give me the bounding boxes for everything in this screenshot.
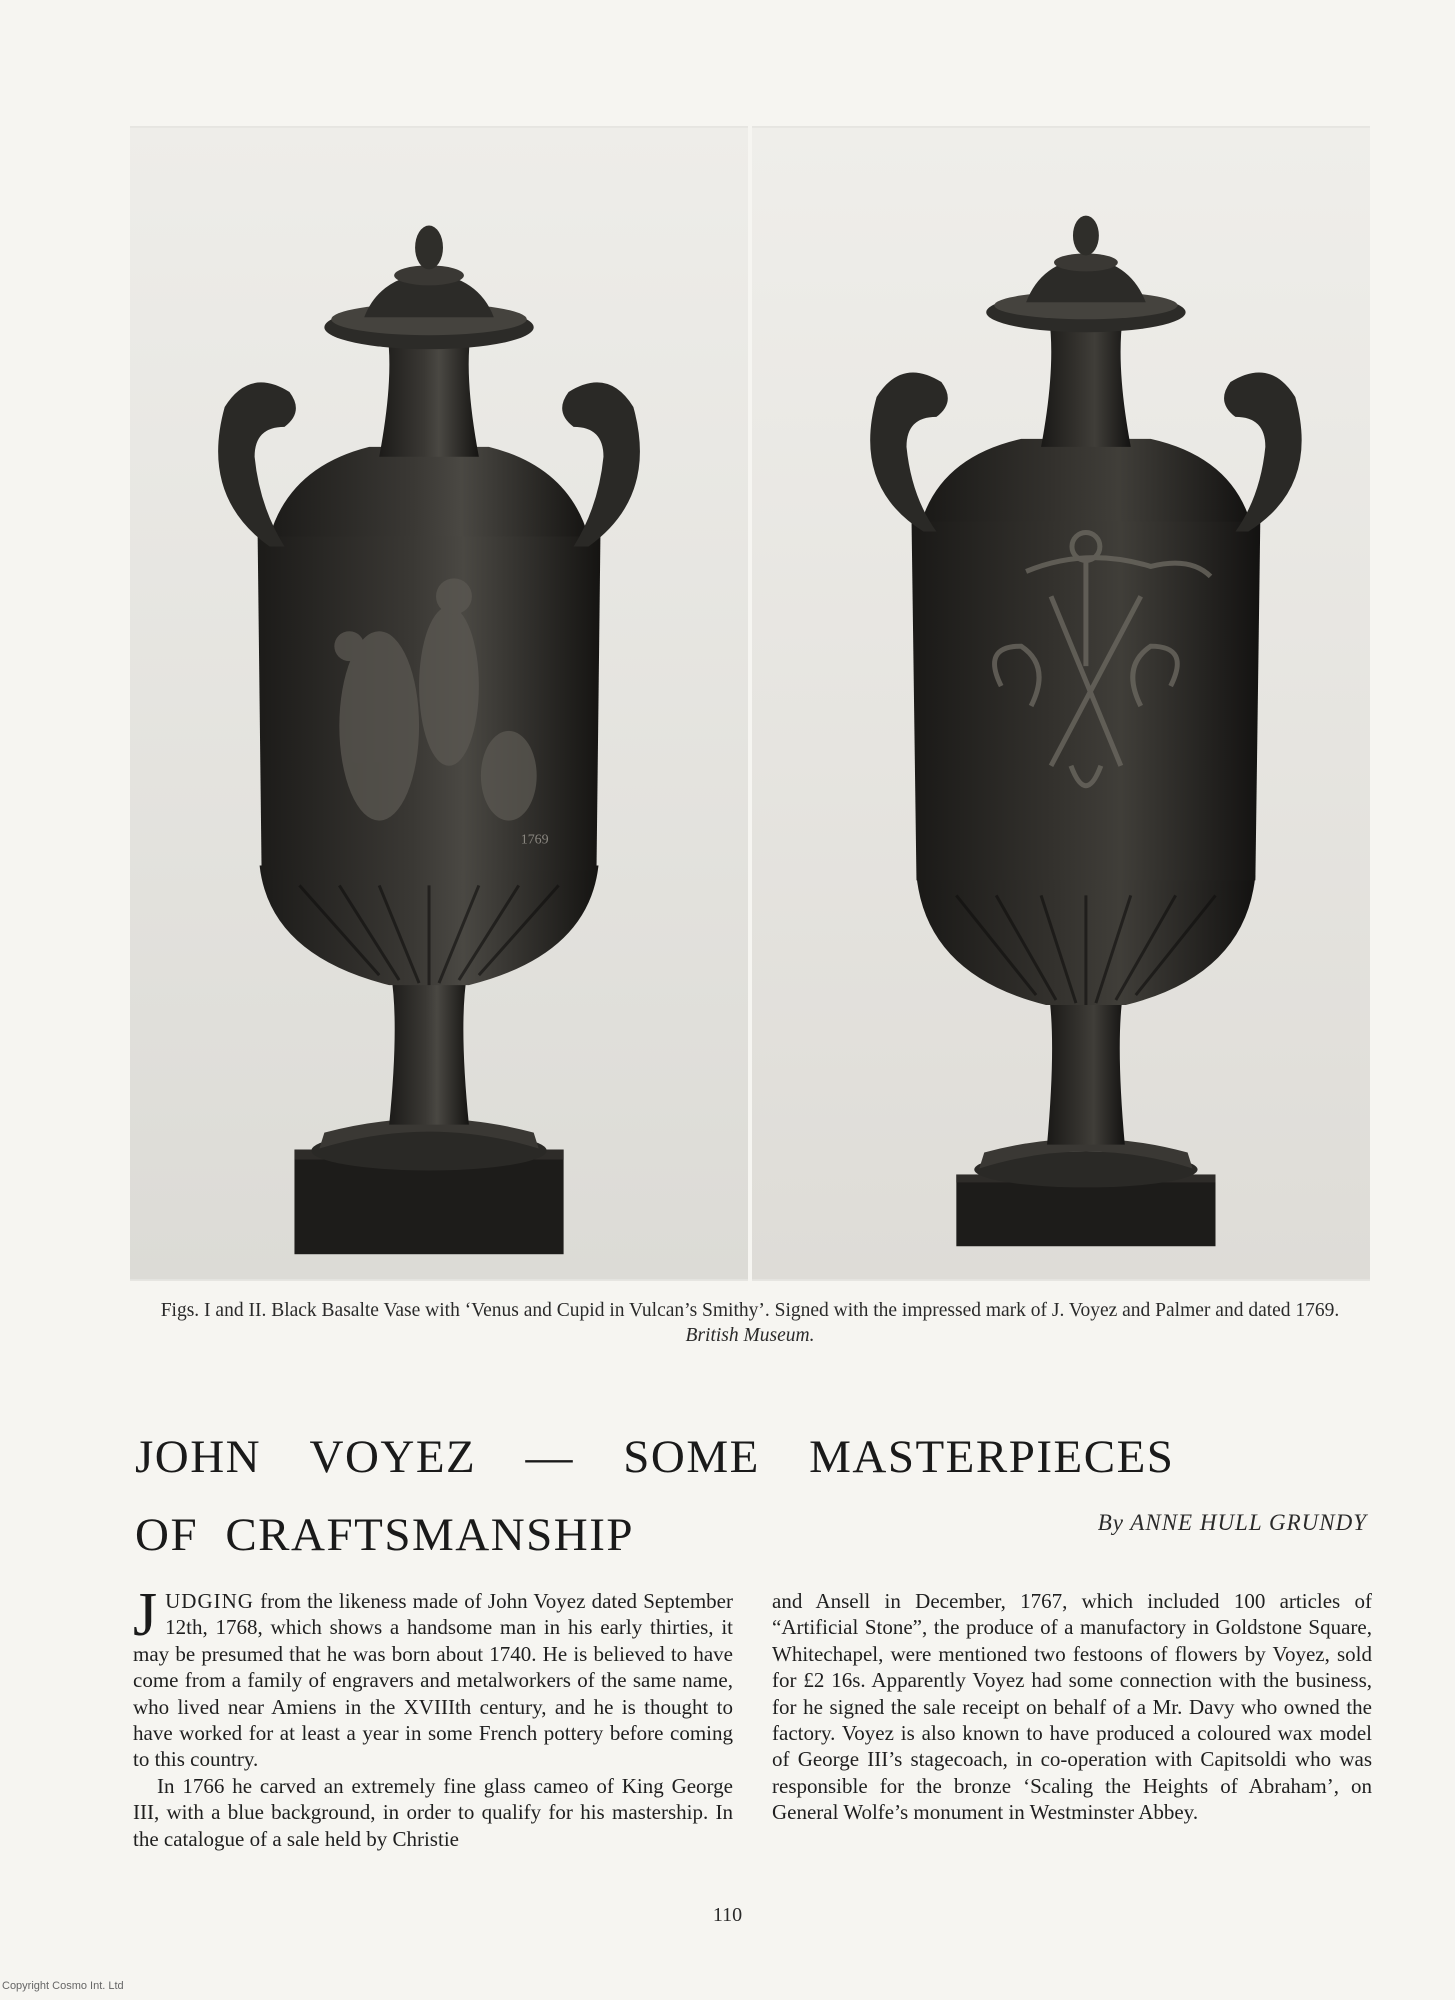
drop-cap: J (133, 1581, 158, 1649)
paragraph-1 (133, 1581, 733, 1773)
caption-credit: British Museum. (685, 1325, 815, 1346)
vase-illustration-left (130, 126, 748, 1281)
byline: By ANNE HULL GRUNDY (1097, 1510, 1367, 1535)
column-left (133, 1581, 733, 1852)
paragraph-1-body: from the likeness made of John Voyez dated September 12th, 1768, which shows a handsome man in his early thirties, it may be presumed that he was born about 1740. He is believed to have come from a family of engravers and metalworkers of the same name, who lived near Amiens in the XVIIIth century, and he is thought to have worked for at least a year in some French pottery before coming to this country. (133, 1589, 733, 1772)
paragraph-2: In 1766 he carved an extremely fine glass cameo of King George III, with a blue background, in order to qualify for his mastership. In the catalogue of a sale held by Christie (133, 1773, 733, 1851)
page-number: 110 (712, 1904, 743, 1926)
column-right (772, 1588, 1372, 1826)
date-mark: 1769 (520, 832, 549, 848)
article-title (135, 1418, 1375, 1574)
figure-2-vase-photo (748, 126, 1370, 1281)
paragraph-1-lead: UDGING (165, 1589, 254, 1613)
figure-1-vase-photo (130, 126, 748, 1281)
paragraph-3: and Ansell in December, 1767, which included 100 articles of “Artificial Stone”, the produce of a manufactory in Goldstone Square, Whitechapel, were mentioned two festoons of flowers by Voyez, sold for £2 16s. Apparently Voyez had some connection with the business, for he signed the sale receipt on behalf of a Mr. Davy who owned the factory. Voyez is also known to have produced a coloured wax model of George III’s stagecoach, in co-operation with Capitsoldi who was responsible for the bronze ‘Scaling the Heights of Abraham’, on General Wolfe’s monument in Westminster Abbey. (772, 1589, 1372, 1825)
title-line-1: JOHN VOYEZ — SOME MASTERPIECES (135, 1431, 1175, 1483)
vase-illustration-right (752, 126, 1370, 1281)
title-line-2: OF CRAFTSMANSHIP (135, 1509, 635, 1561)
caption-main: Figs. I and II. Black Basalte Vase with ‘Venus and Cupid in Vulcan’s Smithy’. Signed with the impressed mark of J. Voyez and Palmer and dated 1769. (160, 1300, 1340, 1321)
figure-caption (130, 1298, 1370, 1348)
copyright-notice: Copyright Cosmo Int. Ltd (2, 1980, 124, 1992)
figure-plates (130, 126, 1370, 1281)
